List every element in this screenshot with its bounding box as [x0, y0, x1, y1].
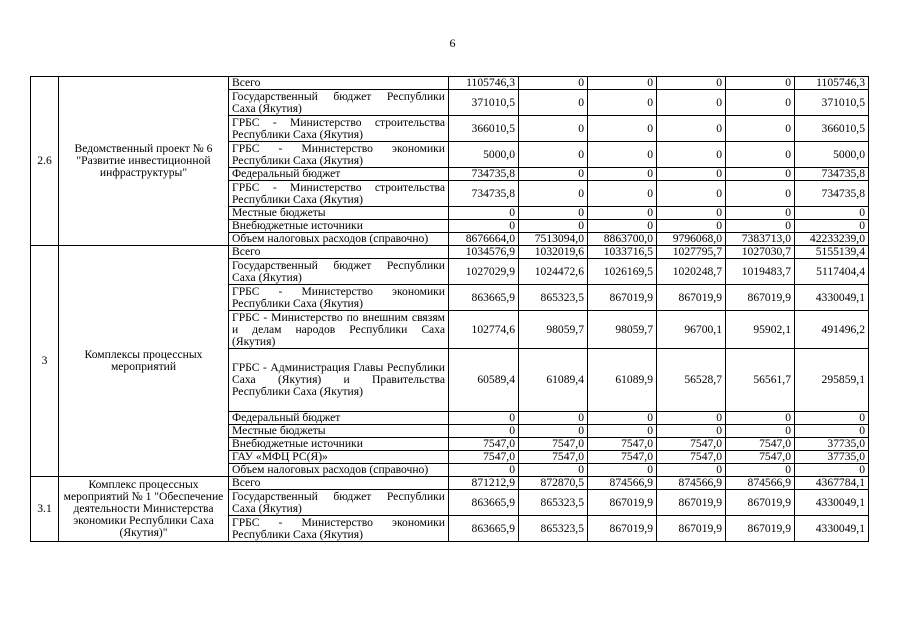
total-value: 295859,1 [795, 349, 869, 412]
year-value: 0 [519, 220, 588, 233]
year-value: 0 [657, 412, 726, 425]
year-value: 0 [588, 90, 657, 116]
year-value: 0 [726, 425, 795, 438]
year-value: 0 [588, 142, 657, 168]
year-value: 7383713,0 [726, 233, 795, 246]
funding-source: Государственный бюджет Республики Саха (Якутия) [229, 259, 449, 285]
year-value: 0 [588, 464, 657, 477]
funding-source: Местные бюджеты [229, 425, 449, 438]
funding-source: ГРБС - Министерство экономики Республики Саха (Якутия) [229, 285, 449, 311]
total-value: 0 [795, 425, 869, 438]
year-value: 0 [588, 116, 657, 142]
year-value: 867019,9 [588, 516, 657, 542]
table-body [31, 77, 869, 542]
funding-source: Федеральный бюджет [229, 412, 449, 425]
year-value: 7547,0 [449, 451, 519, 464]
section-number: 3 [31, 246, 59, 477]
year-value: 0 [657, 220, 726, 233]
year-value: 0 [449, 207, 519, 220]
year-value: 0 [588, 77, 657, 90]
year-value: 7547,0 [449, 438, 519, 451]
funding-source: Внебюджетные источники [229, 220, 449, 233]
year-value: 0 [657, 90, 726, 116]
project-name: Комплекс процессных мероприятий № 1 "Обеспечение деятельности Министерства экономики Республики Саха (Якутия)" [59, 477, 229, 542]
project-name: Ведомственный проект № 6 "Развитие инвестиционной инфраструктуры" [59, 77, 229, 246]
year-value: 0 [519, 90, 588, 116]
funding-source: ГРБС - Министерство строительства Республики Саха (Якутия) [229, 181, 449, 207]
year-value: 867019,9 [588, 285, 657, 311]
year-value: 0 [657, 142, 726, 168]
section-number: 2.6 [31, 77, 59, 246]
year-value: 0 [657, 425, 726, 438]
total-value: 734735,8 [795, 181, 869, 207]
total-value: 0 [795, 464, 869, 477]
year-value: 865323,5 [519, 516, 588, 542]
year-value: 872870,5 [519, 477, 588, 490]
total-value: 366010,5 [795, 116, 869, 142]
year-value: 96700,1 [657, 311, 726, 349]
total-value: 5000,0 [795, 142, 869, 168]
year-value: 874566,9 [657, 477, 726, 490]
year-value: 1105746,3 [449, 77, 519, 90]
year-value: 874566,9 [588, 477, 657, 490]
year-value: 1027029,9 [449, 259, 519, 285]
funding-source: ГАУ «МФЦ РС(Я)» [229, 451, 449, 464]
funding-source: Объем налоговых расходов (справочно) [229, 464, 449, 477]
year-value: 867019,9 [726, 516, 795, 542]
year-value: 734735,8 [449, 168, 519, 181]
total-value: 42233239,0 [795, 233, 869, 246]
total-value: 37735,0 [795, 451, 869, 464]
year-value: 61089,4 [519, 349, 588, 412]
total-value: 0 [795, 412, 869, 425]
table-row [31, 477, 869, 490]
year-value: 366010,5 [449, 116, 519, 142]
total-value: 734735,8 [795, 168, 869, 181]
year-value: 0 [726, 207, 795, 220]
year-value: 56561,7 [726, 349, 795, 412]
year-value: 0 [726, 90, 795, 116]
year-value: 1033716,5 [588, 246, 657, 259]
year-value: 0 [519, 464, 588, 477]
year-value: 0 [726, 220, 795, 233]
funding-source: Местные бюджеты [229, 207, 449, 220]
year-value: 7547,0 [657, 451, 726, 464]
year-value: 1020248,7 [657, 259, 726, 285]
funding-source: Объем налоговых расходов (справочно) [229, 233, 449, 246]
year-value: 0 [519, 116, 588, 142]
year-value: 371010,5 [449, 90, 519, 116]
year-value: 98059,7 [588, 311, 657, 349]
year-value: 863665,9 [449, 490, 519, 516]
year-value: 1026169,5 [588, 259, 657, 285]
total-value: 0 [795, 207, 869, 220]
year-value: 60589,4 [449, 349, 519, 412]
year-value: 0 [726, 168, 795, 181]
year-value: 0 [519, 142, 588, 168]
funding-source: Всего [229, 477, 449, 490]
year-value: 0 [726, 77, 795, 90]
year-value: 0 [657, 77, 726, 90]
funding-source: ГРБС - Министерство экономики Республики Саха (Якутия) [229, 142, 449, 168]
funding-source: ГРБС - Министерство строительства Республики Саха (Якутия) [229, 116, 449, 142]
year-value: 61089,9 [588, 349, 657, 412]
year-value: 0 [726, 142, 795, 168]
year-value: 0 [519, 168, 588, 181]
year-value: 0 [588, 425, 657, 438]
year-value: 0 [726, 181, 795, 207]
funding-source: Государственный бюджет Республики Саха (Якутия) [229, 90, 449, 116]
year-value: 7547,0 [519, 451, 588, 464]
year-value: 0 [657, 207, 726, 220]
funding-source: ГРБС - Министерство экономики Республики Саха (Якутия) [229, 516, 449, 542]
year-value: 863665,9 [449, 285, 519, 311]
total-value: 5155139,4 [795, 246, 869, 259]
funding-source: ГРБС - Администрация Главы Республики Саха (Якутия) и Правительства Республики Саха (Якутия) [229, 349, 449, 412]
page-number: 6 [449, 36, 456, 50]
year-value: 0 [588, 207, 657, 220]
total-value: 0 [795, 220, 869, 233]
total-value: 371010,5 [795, 90, 869, 116]
year-value: 867019,9 [726, 490, 795, 516]
year-value: 0 [588, 220, 657, 233]
year-value: 8676664,0 [449, 233, 519, 246]
funding-source: Всего [229, 246, 449, 259]
year-value: 7547,0 [588, 438, 657, 451]
year-value: 0 [519, 207, 588, 220]
total-value: 4330049,1 [795, 516, 869, 542]
total-value: 5117404,4 [795, 259, 869, 285]
year-value: 9796068,0 [657, 233, 726, 246]
year-value: 0 [726, 464, 795, 477]
year-value: 867019,9 [657, 516, 726, 542]
year-value: 7547,0 [519, 438, 588, 451]
funding-source: ГРБС - Министерство по внешним связям и делам народов Республики Саха (Якутия) [229, 311, 449, 349]
year-value: 0 [657, 116, 726, 142]
project-name: Комплексы процессных мероприятий [59, 246, 229, 477]
year-value: 56528,7 [657, 349, 726, 412]
year-value: 865323,5 [519, 285, 588, 311]
year-value: 0 [519, 412, 588, 425]
year-value: 734735,8 [449, 181, 519, 207]
year-value: 867019,9 [588, 490, 657, 516]
year-value: 0 [657, 181, 726, 207]
table-row [31, 246, 869, 259]
year-value: 0 [449, 425, 519, 438]
year-value: 863665,9 [449, 516, 519, 542]
year-value: 102774,6 [449, 311, 519, 349]
funding-source: Государственный бюджет Республики Саха (Якутия) [229, 490, 449, 516]
year-value: 871212,9 [449, 477, 519, 490]
year-value: 0 [657, 168, 726, 181]
year-value: 7513094,0 [519, 233, 588, 246]
funding-source: Федеральный бюджет [229, 168, 449, 181]
year-value: 7547,0 [588, 451, 657, 464]
funding-source: Всего [229, 77, 449, 90]
year-value: 0 [588, 168, 657, 181]
total-value: 4330049,1 [795, 490, 869, 516]
year-value: 1019483,7 [726, 259, 795, 285]
year-value: 1024472,6 [519, 259, 588, 285]
year-value: 0 [726, 412, 795, 425]
year-value: 0 [519, 425, 588, 438]
total-value: 4367784,1 [795, 477, 869, 490]
year-value: 5000,0 [449, 142, 519, 168]
year-value: 0 [588, 412, 657, 425]
year-value: 0 [449, 464, 519, 477]
year-value: 1034576,9 [449, 246, 519, 259]
total-value: 37735,0 [795, 438, 869, 451]
year-value: 867019,9 [657, 285, 726, 311]
year-value: 0 [588, 181, 657, 207]
total-value: 4330049,1 [795, 285, 869, 311]
year-value: 8863700,0 [588, 233, 657, 246]
year-value: 98059,7 [519, 311, 588, 349]
funding-source: Внебюджетные источники [229, 438, 449, 451]
year-value: 7547,0 [657, 438, 726, 451]
table-row [31, 77, 869, 90]
year-value: 95902,1 [726, 311, 795, 349]
year-value: 1027795,7 [657, 246, 726, 259]
total-value: 1105746,3 [795, 77, 869, 90]
year-value: 0 [726, 116, 795, 142]
year-value: 0 [449, 412, 519, 425]
year-value: 867019,9 [726, 285, 795, 311]
year-value: 0 [449, 220, 519, 233]
year-value: 1032019,6 [519, 246, 588, 259]
year-value: 874566,9 [726, 477, 795, 490]
year-value: 0 [657, 464, 726, 477]
section-number: 3.1 [31, 477, 59, 542]
year-value: 867019,9 [657, 490, 726, 516]
year-value: 865323,5 [519, 490, 588, 516]
total-value: 491496,2 [795, 311, 869, 349]
year-value: 7547,0 [726, 438, 795, 451]
year-value: 1027030,7 [726, 246, 795, 259]
year-value: 0 [519, 181, 588, 207]
year-value: 7547,0 [726, 451, 795, 464]
budget-table [30, 76, 869, 542]
year-value: 0 [519, 77, 588, 90]
